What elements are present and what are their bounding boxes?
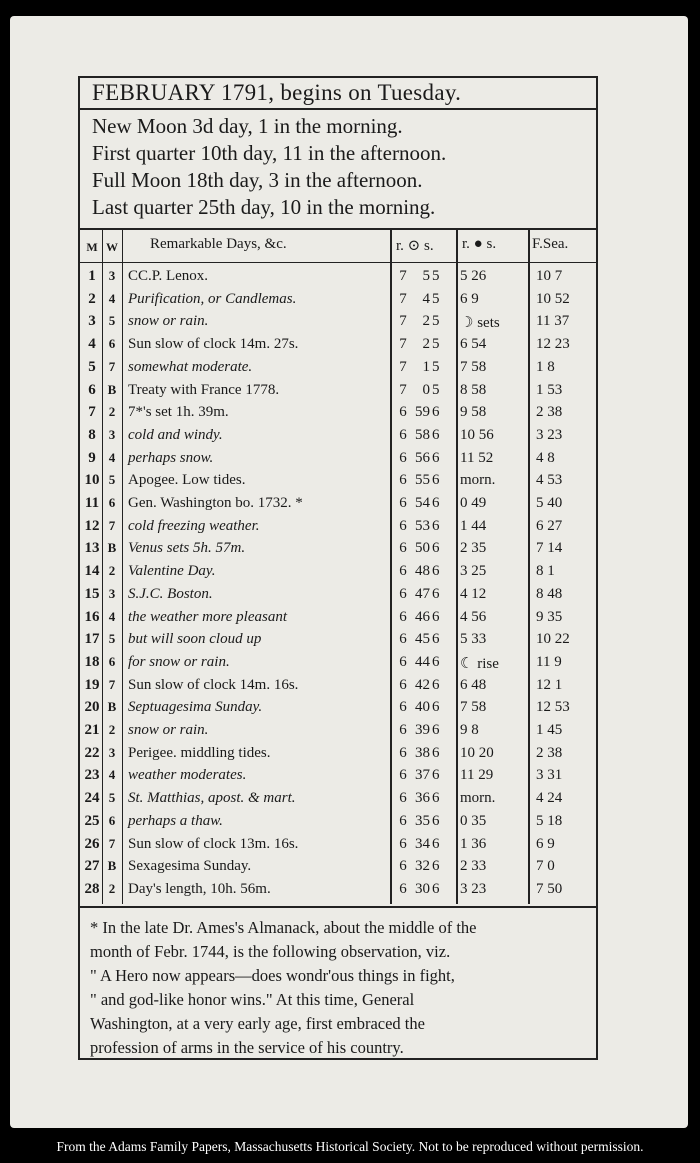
row-week-day: 4 xyxy=(108,449,116,465)
row-sun-rise: 7 xyxy=(399,336,407,353)
table-row xyxy=(80,493,596,516)
row-sun-set-min: 6 xyxy=(432,812,440,829)
row-event: St. Matthias, apost. & mart. xyxy=(128,790,296,807)
row-sun-set-min: 5 xyxy=(432,313,440,330)
row-full-sea: 11 37 xyxy=(536,313,570,330)
row-full-sea: 8 48 xyxy=(536,585,563,602)
row-month-day: 10 xyxy=(84,472,100,489)
row-sun-set-hour: 59 xyxy=(415,404,430,421)
phase-last-quarter: Last quarter 25th day, 10 in the morning. xyxy=(92,195,436,219)
row-event: Septuagesima Sunday. xyxy=(128,699,263,716)
row-sun-rise: 6 xyxy=(399,426,407,443)
table-row xyxy=(80,470,596,493)
row-moon: 1 44 xyxy=(460,517,487,534)
row-event: perhaps snow. xyxy=(128,449,214,466)
phase-first-quarter: First quarter 10th day, 11 in the afternoon. xyxy=(92,141,447,165)
row-sun-set-min: 6 xyxy=(432,858,440,875)
row-sun-rise: 7 xyxy=(399,358,407,375)
row-sun-rise: 6 xyxy=(399,495,407,511)
footnote-line: profession of arms in the service of his country. xyxy=(90,1038,404,1057)
row-sun-set-hour: 1 xyxy=(422,358,430,375)
header-month-day: M xyxy=(86,240,98,254)
row-week-day: 6 xyxy=(108,336,116,352)
footnote-line: * In the late Dr. Ames's Almanack, about the middle of the xyxy=(90,918,477,937)
row-sun-set-hour: 45 xyxy=(415,631,430,648)
row-month-day: 23 xyxy=(84,767,100,784)
row-moon: 7 58 xyxy=(460,358,487,375)
row-sun-set-hour: 53 xyxy=(415,517,430,534)
row-sun-set-hour: 40 xyxy=(415,699,430,716)
row-moon: 0 49 xyxy=(460,495,487,511)
row-sun-set-hour: 2 xyxy=(422,336,430,353)
row-sun-rise: 6 xyxy=(399,790,407,807)
row-month-day: 5 xyxy=(88,358,96,375)
row-sun-set-min: 6 xyxy=(432,744,440,761)
row-sun-set-hour: 55 xyxy=(415,472,430,489)
row-full-sea: 11 9 xyxy=(536,653,562,670)
row-sun-set-hour: 0 xyxy=(422,381,430,398)
table-bottom-rule xyxy=(80,906,596,908)
row-week-day: 4 xyxy=(108,290,116,306)
row-week-day: 5 xyxy=(108,790,116,806)
row-moon: 4 56 xyxy=(460,608,487,625)
table-row xyxy=(80,811,596,834)
table-row xyxy=(80,629,596,652)
row-sun-rise: 6 xyxy=(399,449,407,466)
table-row xyxy=(80,743,596,766)
table-row xyxy=(80,788,596,811)
row-sun-set-min: 5 xyxy=(432,336,440,353)
row-month-day: 11 xyxy=(84,495,100,511)
row-full-sea: 4 8 xyxy=(536,449,555,466)
row-month-day: 6 xyxy=(88,381,96,398)
row-moon: 7 58 xyxy=(460,699,487,716)
row-week-day: 6 xyxy=(108,495,116,510)
row-sun-rise: 6 xyxy=(399,585,407,602)
row-event: Sun slow of clock 14m. 16s. xyxy=(128,676,299,693)
row-moon: 4 12 xyxy=(460,585,487,602)
header-rule xyxy=(80,262,596,263)
table-row xyxy=(80,584,596,607)
row-moon: 8 58 xyxy=(460,381,487,398)
row-moon: morn. xyxy=(460,472,496,489)
row-moon: 9 58 xyxy=(460,404,487,421)
row-month-day: 25 xyxy=(84,812,100,829)
row-sun-rise: 6 xyxy=(399,812,407,829)
row-sun-set-min: 6 xyxy=(432,495,440,511)
row-week-day: 5 xyxy=(108,313,116,329)
row-month-day: 14 xyxy=(84,563,100,580)
row-sun-rise: 7 xyxy=(399,313,407,330)
table-row xyxy=(80,675,596,698)
row-month-day: 20 xyxy=(84,699,100,716)
row-month-day: 13 xyxy=(84,540,100,557)
row-event: Gen. Washington bo. 1732. * xyxy=(128,495,303,511)
row-week-day: 2 xyxy=(108,404,116,420)
row-sun-rise: 6 xyxy=(399,404,407,421)
row-sun-set-min: 6 xyxy=(432,880,440,897)
row-month-day: 18 xyxy=(84,653,100,670)
row-sun-set-min: 5 xyxy=(432,290,440,307)
footnote-line: " A Hero now appears—does wondr'ous things in fight, xyxy=(90,966,455,985)
row-sun-set-hour: 2 xyxy=(422,313,430,330)
row-full-sea: 4 24 xyxy=(536,790,563,807)
table-row xyxy=(80,311,596,334)
row-sun-rise: 6 xyxy=(399,744,407,761)
row-sun-set-min: 6 xyxy=(432,517,440,534)
row-moon: 0 35 xyxy=(460,812,487,829)
header-moon: r. ● s. xyxy=(462,236,497,252)
row-full-sea: 10 52 xyxy=(536,290,570,307)
row-week-day: B xyxy=(107,381,117,397)
almanac-frame xyxy=(78,76,598,1060)
row-sun-rise: 6 xyxy=(399,631,407,648)
row-month-day: 3 xyxy=(88,313,96,330)
row-sun-rise: 6 xyxy=(399,472,407,489)
row-sun-set-hour: 48 xyxy=(415,563,430,580)
row-sun-set-min: 5 xyxy=(432,381,440,398)
table-row xyxy=(80,765,596,788)
row-sun-rise: 6 xyxy=(399,540,407,557)
row-sun-set-min: 5 xyxy=(432,268,440,284)
row-event: cold freezing weather. xyxy=(128,517,260,534)
row-sun-set-min: 6 xyxy=(432,722,440,738)
row-sun-set-min: 6 xyxy=(432,835,440,852)
row-event: S.J.C. Boston. xyxy=(128,585,213,602)
row-sun-rise: 7 xyxy=(399,381,407,398)
row-full-sea: 5 18 xyxy=(536,812,563,829)
phases-rule xyxy=(80,228,596,230)
row-sun-set-hour: 44 xyxy=(415,653,430,670)
row-week-day: 2 xyxy=(108,722,116,737)
footnote-line: month of Febr. 1744, is the following observation, viz. xyxy=(90,942,451,961)
row-moon: 11 29 xyxy=(460,767,494,784)
row-sun-set-hour: 30 xyxy=(415,880,430,897)
row-sun-set-min: 6 xyxy=(432,563,440,580)
header-remarkable-days: Remarkable Days, &c. xyxy=(150,236,287,252)
row-month-day: 16 xyxy=(84,608,100,625)
row-event: perhaps a thaw. xyxy=(128,812,223,829)
row-full-sea: 1 45 xyxy=(536,722,563,738)
row-full-sea: 7 14 xyxy=(536,540,563,557)
row-month-day: 9 xyxy=(88,449,96,466)
table-row xyxy=(80,334,596,357)
row-sun-set-hour: 35 xyxy=(415,812,430,829)
row-full-sea: 4 53 xyxy=(536,472,563,489)
row-week-day: 3 xyxy=(108,744,116,760)
row-sun-rise: 6 xyxy=(399,835,407,852)
row-moon: 6 48 xyxy=(460,676,487,693)
table-row xyxy=(80,266,596,289)
row-sun-set-hour: 56 xyxy=(415,449,430,466)
row-week-day: B xyxy=(107,858,117,874)
row-sun-set-min: 6 xyxy=(432,699,440,716)
table-row xyxy=(80,834,596,857)
row-week-day: 7 xyxy=(108,517,116,533)
row-sun-set-min: 6 xyxy=(432,540,440,557)
row-month-day: 1 xyxy=(88,268,96,284)
header-week-day: W xyxy=(106,240,118,254)
phase-full-moon: Full Moon 18th day, 3 in the afternoon. xyxy=(92,168,423,192)
row-moon: 3 23 xyxy=(460,880,487,897)
table-row xyxy=(80,607,596,630)
row-sun-set-hour: 54 xyxy=(415,495,430,511)
table-row xyxy=(80,357,596,380)
row-moon: ☾ rise xyxy=(460,655,499,672)
row-month-day: 28 xyxy=(84,880,100,897)
row-full-sea: 10 7 xyxy=(536,268,563,284)
row-month-day: 17 xyxy=(84,631,100,648)
row-sun-set-min: 6 xyxy=(432,631,440,648)
row-month-day: 24 xyxy=(84,790,100,807)
row-sun-set-hour: 36 xyxy=(415,790,430,807)
row-sun-set-min: 6 xyxy=(432,608,440,625)
page-title: FEBRUARY 1791, begins on Tuesday. xyxy=(92,80,462,105)
table-row xyxy=(80,652,596,675)
row-full-sea: 3 31 xyxy=(536,767,563,784)
row-full-sea: 7 50 xyxy=(536,880,563,897)
row-month-day: 12 xyxy=(84,517,100,534)
table-row xyxy=(80,425,596,448)
row-full-sea: 9 35 xyxy=(536,608,563,625)
row-full-sea: 8 1 xyxy=(536,563,555,580)
row-week-day: 5 xyxy=(108,472,116,488)
phase-new-moon: New Moon 3d day, 1 in the morning. xyxy=(92,114,403,138)
table-row xyxy=(80,697,596,720)
row-sun-set-hour: 50 xyxy=(415,540,430,557)
row-week-day: 4 xyxy=(108,608,116,624)
row-moon: ☽ sets xyxy=(460,315,500,332)
row-moon: 10 56 xyxy=(460,426,494,443)
row-sun-set-min: 6 xyxy=(432,585,440,602)
row-full-sea: 6 9 xyxy=(536,835,555,852)
row-week-day: 4 xyxy=(108,767,116,783)
row-full-sea: 6 27 xyxy=(536,517,563,534)
table-row xyxy=(80,720,596,743)
row-sun-rise: 6 xyxy=(399,699,407,716)
row-sun-set-min: 6 xyxy=(432,676,440,693)
row-moon: 2 33 xyxy=(460,858,487,875)
row-sun-rise: 6 xyxy=(399,722,407,738)
row-week-day: 6 xyxy=(108,812,116,828)
row-sun-set-min: 6 xyxy=(432,404,440,421)
table-row xyxy=(80,538,596,561)
row-sun-set-hour: 42 xyxy=(415,676,430,693)
row-week-day: 6 xyxy=(108,653,116,669)
row-moon: 9 8 xyxy=(460,722,479,738)
row-event: the weather more pleasant xyxy=(128,608,288,625)
row-event: Venus sets 5h. 57m. xyxy=(128,540,246,557)
row-month-day: 7 xyxy=(88,404,96,421)
footnote xyxy=(90,916,592,1060)
row-sun-rise: 6 xyxy=(399,608,407,625)
table-row xyxy=(80,402,596,425)
row-sun-set-min: 6 xyxy=(432,426,440,443)
row-week-day: B xyxy=(107,699,117,715)
row-week-day: B xyxy=(107,540,117,556)
row-sun-set-min: 5 xyxy=(432,358,440,375)
row-event: Sun slow of clock 14m. 27s. xyxy=(128,336,299,353)
row-event: Day's length, 10h. 56m. xyxy=(128,880,271,897)
footnote-line: Washington, at a very early age, first embraced the xyxy=(90,1014,425,1033)
row-moon: 5 26 xyxy=(460,268,487,284)
row-moon: 5 33 xyxy=(460,631,487,648)
row-sun-rise: 6 xyxy=(399,880,407,897)
row-full-sea: 2 38 xyxy=(536,744,563,761)
row-full-sea: 2 38 xyxy=(536,404,563,421)
row-week-day: 3 xyxy=(108,426,116,442)
row-sun-set-hour: 58 xyxy=(415,426,430,443)
row-week-day: 5 xyxy=(108,631,116,647)
row-sun-rise: 6 xyxy=(399,653,407,670)
row-event: cold and windy. xyxy=(128,426,223,443)
row-sun-set-hour: 4 xyxy=(422,290,430,307)
credit-line: From the Adams Family Papers, Massachusetts Historical Society. Not to be reproduced without permission. xyxy=(56,1139,644,1154)
table-row xyxy=(80,856,596,879)
row-month-day: 8 xyxy=(88,426,96,443)
row-sun-rise: 7 xyxy=(399,290,407,307)
row-full-sea: 10 22 xyxy=(536,631,570,648)
table-row xyxy=(80,879,596,902)
row-week-day: 7 xyxy=(108,358,116,374)
row-moon: morn. xyxy=(460,790,496,807)
row-week-day: 7 xyxy=(108,835,116,851)
row-full-sea: 7 0 xyxy=(536,858,555,875)
row-sun-set-hour: 46 xyxy=(415,608,430,625)
row-moon: 6 54 xyxy=(460,336,487,353)
row-sun-set-min: 6 xyxy=(432,472,440,489)
row-month-day: 27 xyxy=(84,858,100,875)
row-event: Treaty with France 1778. xyxy=(128,381,280,398)
row-sun-rise: 6 xyxy=(399,858,407,875)
row-sun-rise: 6 xyxy=(399,767,407,784)
header-sun: r. ⊙ s. xyxy=(396,238,434,254)
table-row xyxy=(80,561,596,584)
row-moon: 6 9 xyxy=(460,290,479,307)
row-sun-rise: 7 xyxy=(399,268,407,284)
row-full-sea: 1 53 xyxy=(536,381,563,398)
row-full-sea: 12 53 xyxy=(536,699,570,716)
row-sun-set-min: 6 xyxy=(432,767,440,784)
row-moon: 10 20 xyxy=(460,744,494,761)
row-sun-set-hour: 34 xyxy=(415,835,430,852)
table-row xyxy=(80,516,596,539)
row-event: Purification, or Candlemas. xyxy=(128,290,297,307)
row-sun-set-hour: 37 xyxy=(415,767,430,784)
row-event: Apogee. Low tides. xyxy=(128,472,246,489)
row-month-day: 26 xyxy=(84,835,100,852)
row-event: snow or rain. xyxy=(128,722,209,738)
row-month-day: 15 xyxy=(84,585,100,602)
row-event: for snow or rain. xyxy=(128,653,230,670)
row-month-day: 4 xyxy=(88,336,96,353)
row-week-day: 2 xyxy=(108,880,116,896)
row-sun-rise: 6 xyxy=(399,517,407,534)
footnote-line: " and god-like honor wins." At this time, General xyxy=(90,990,415,1009)
almanac-page xyxy=(10,16,688,1128)
row-event: Sun slow of clock 13m. 16s. xyxy=(128,835,299,852)
row-sun-set-min: 6 xyxy=(432,449,440,466)
row-event: weather moderates. xyxy=(128,767,247,784)
row-event: somewhat moderate. xyxy=(128,358,253,375)
row-moon: 2 35 xyxy=(460,540,487,557)
row-event: Valentine Day. xyxy=(128,563,216,580)
row-full-sea: 12 1 xyxy=(536,676,563,693)
row-full-sea: 12 23 xyxy=(536,336,570,353)
row-event: snow or rain. xyxy=(128,313,209,330)
row-moon: 11 52 xyxy=(460,449,494,466)
row-event: 7*'s set 1h. 39m. xyxy=(128,404,229,421)
row-sun-rise: 6 xyxy=(399,676,407,693)
row-event: Perigee. middling tides. xyxy=(128,744,271,761)
row-week-day: 3 xyxy=(108,268,116,283)
row-week-day: 3 xyxy=(108,585,116,601)
title-rule xyxy=(80,108,596,110)
row-month-day: 21 xyxy=(84,722,100,738)
row-full-sea: 5 40 xyxy=(536,495,563,511)
row-sun-set-min: 6 xyxy=(432,790,440,807)
row-sun-set-hour: 39 xyxy=(415,722,430,738)
row-event: Sexagesima Sunday. xyxy=(128,858,252,875)
row-sun-rise: 6 xyxy=(399,563,407,580)
table-row xyxy=(80,448,596,471)
row-sun-set-hour: 38 xyxy=(415,744,430,761)
row-sun-set-hour: 47 xyxy=(415,585,430,602)
table-row xyxy=(80,289,596,312)
row-week-day: 7 xyxy=(108,676,116,692)
row-full-sea: 3 23 xyxy=(536,426,563,443)
row-month-day: 19 xyxy=(84,676,100,693)
row-moon: 1 36 xyxy=(460,835,487,852)
table-row xyxy=(80,380,596,403)
row-moon: 3 25 xyxy=(460,563,487,580)
row-full-sea: 1 8 xyxy=(536,358,555,375)
row-event: but will soon cloud up xyxy=(128,631,262,648)
row-sun-set-hour: 5 xyxy=(422,268,430,284)
row-sun-set-hour: 32 xyxy=(415,858,430,875)
row-month-day: 2 xyxy=(88,290,96,307)
row-month-day: 22 xyxy=(84,744,100,761)
row-week-day: 2 xyxy=(108,563,116,579)
header-full-sea: F.Sea. xyxy=(532,236,569,252)
row-sun-set-min: 6 xyxy=(432,653,440,670)
row-event: CC.P. Lenox. xyxy=(128,268,209,284)
